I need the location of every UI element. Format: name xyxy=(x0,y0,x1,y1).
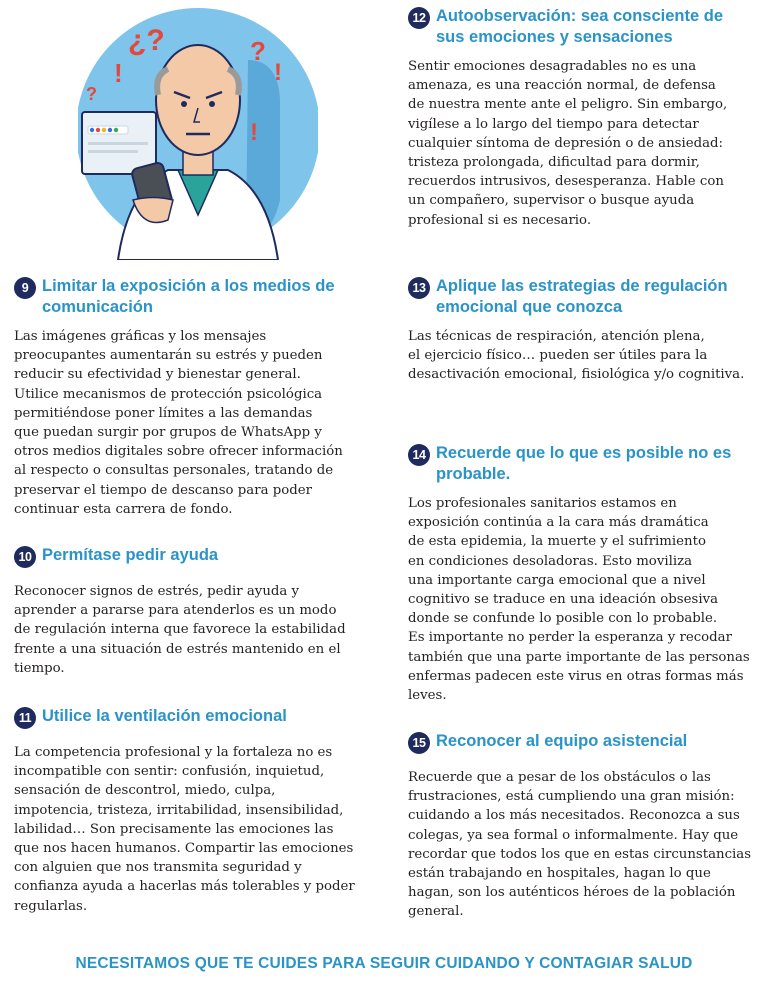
exclamation-mark: ! xyxy=(250,119,258,146)
section-title: Reconocer al equipo asistencial xyxy=(436,732,688,750)
section-number: 15 xyxy=(408,732,430,754)
section-body: Sentir emociones desagradables no es una amenaza, es una reacción normal, de defensa de nuestra mente ante el peligro. Sin embargo, vigílese a lo largo del tiempo para detectar cualquier síntoma de depresión o de ansiedad: tristeza prolongada, dificultad para dormir, recuerdos intrusivos, desesperanza. Hable con un compañero, supervisor o busque ayuda profesional si es necesario. xyxy=(408,59,728,228)
section-body: Las imágenes gráficas y los mensajes preocupantes aumentarán su estrés y pueden reducir su efectividad y bienestar general. Utilice mecanismos de protección psicológica permitiéndose poner límites a las demandas que puedan surgir por grupos de WhatsApp y otros medios digitales sobre ofrecer información al respecto o consultas personales, tratando de preservar el tiempo de descanso para poder continuar esta carrera de fondo. xyxy=(14,329,343,517)
section-number: 14 xyxy=(408,444,430,466)
exclamation-mark: ! xyxy=(274,59,282,86)
section-body: Reconocer signos de estrés, pedir ayuda y aprender a pararse para atenderlos es un modo de regulación interna que favorece la estabilidad frente a una situación de estrés mantenido en el tiempo. xyxy=(14,584,346,676)
question-mark: ? xyxy=(86,84,97,104)
section-title: Utilice la ventilación emocional xyxy=(42,707,287,725)
section-title: Limitar la exposición a los medios de comunicación xyxy=(42,277,335,316)
section-12 xyxy=(408,6,753,230)
doctor-head xyxy=(156,45,240,155)
section-number: 10 xyxy=(14,546,36,568)
doctor-illustration xyxy=(78,0,318,260)
section-body: La competencia profesional y la fortaleza no es incompatible con sentir: confusión, inquietud, sensación de descontrol, miedo, culpa, impotencia, tristeza, irritabilidad, insensibilidad, labilidad… Son precisamente las emociones las que nos hacen humanos. Compartir las emociones con alguien que nos transmita seguridad y confianza ayuda a hacerlas más tolerables y poder regularlas. xyxy=(14,745,355,914)
section-15 xyxy=(408,731,753,922)
section-number: 9 xyxy=(14,277,36,299)
section-title: Autoobservación: sea consciente de sus emociones y sensaciones xyxy=(436,7,724,46)
section-13 xyxy=(408,276,753,385)
exclamation-mark: ! xyxy=(114,58,123,88)
section-14 xyxy=(408,443,753,705)
section-number: 13 xyxy=(408,277,430,299)
question-mark: ? xyxy=(250,36,266,66)
footer-slogan: NECESITAMOS QUE TE CUIDES PARA SEGUIR CUIDANDO Y CONTAGIAR SALUD xyxy=(75,955,693,972)
section-title: Aplique las estrategias de regulación emocional que conozca xyxy=(436,277,728,316)
section-number: 12 xyxy=(408,7,430,29)
section-9 xyxy=(14,276,374,519)
section-body: Los profesionales sanitarios estamos en exposición continúa a la cara más dramática de esta epidemia, la muerte y el sufrimiento en condiciones desoladoras. Esto moviliza una importante carga emocional que a nivel cognitivo se traduce en una ideación obsesiva donde se confunde lo posible con lo probable. Es importante no perder la esperanza y recodar también que una parte importante de las personas enfermas padecen este virus en otras formas más leves. xyxy=(408,496,750,704)
section-body: Las técnicas de respiración, atención plena, el ejercicio físico… pueden ser útiles para la desactivación emocional, fisiológica y/o cognitiva. xyxy=(408,329,745,383)
section-title: Permítase pedir ayuda xyxy=(42,546,219,564)
section-10 xyxy=(14,545,374,678)
section-11 xyxy=(14,706,374,916)
section-body: Recuerde que a pesar de los obstáculos o las frustraciones, está cumpliendo una gran misión: cuidando a los más necesitados. Reconozca a sus colegas, ya sea formal o informalmente. Hay que recordar que todos los que en estas circunstancias están trabajando en hospitales, hagan lo que hagan, son los auténticos héroes de la población general. xyxy=(408,770,752,920)
question-mark: ¿? xyxy=(128,24,165,57)
section-number: 11 xyxy=(14,707,36,729)
section-title: Recuerde que lo que es posible no es probable. xyxy=(436,444,732,483)
